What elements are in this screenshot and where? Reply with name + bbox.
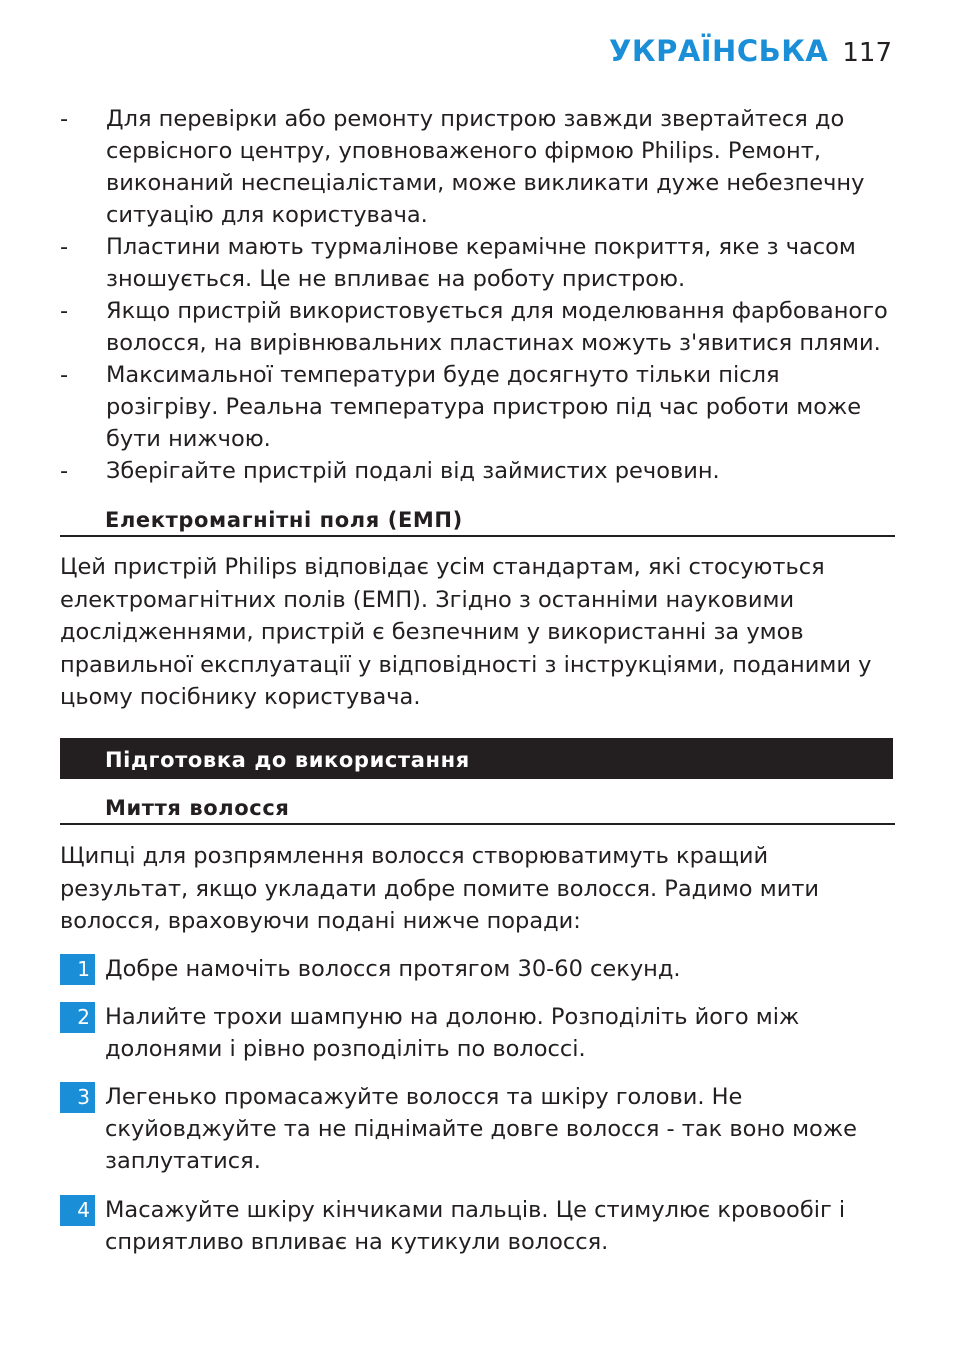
step-text: Налийте трохи шампуню на долоню. Розподіліть його між долонями і рівно розподіліть по волоссі.: [105, 1004, 800, 1062]
step-number-badge: 4: [60, 1195, 95, 1226]
list-item: [58, 103, 898, 231]
emf-heading: [60, 505, 895, 537]
bullet-dash: -: [60, 298, 69, 324]
list-item-text: Пластини мають турмалінове керамічне покриття, яке з часом зношується. Це не впливає на роботу пристрою.: [106, 234, 856, 292]
warning-list: [58, 103, 898, 487]
list-item-text: Зберігайте пристрій подалі від займистих речовин.: [106, 458, 720, 484]
section-title-bar: [60, 738, 893, 779]
step-text: Легенько промасажуйте волосся та шкіру голови. Не скуйовджуйте та не піднімайте довге волосся - так воно може заплутатися.: [105, 1084, 857, 1174]
step-4: [60, 1195, 900, 1258]
bullet-dash: -: [60, 234, 69, 260]
list-item-text: Якщо пристрій використовується для моделювання фарбованого волосся, на вирівнювальних пластинах можуть з'явитися плями.: [106, 298, 888, 356]
step-text: Добре намочіть волосся протягом 30-60 секунд.: [105, 956, 681, 982]
list-item: [58, 231, 898, 295]
language-title: УКРАЇНСЬКА: [609, 34, 829, 68]
bullet-dash: -: [60, 106, 69, 132]
page-header: [609, 34, 892, 68]
section-title: Підготовка до використання: [105, 748, 470, 772]
washing-heading: [60, 793, 895, 825]
step-text: Масажуйте шкіру кінчиками пальців. Це стимулює кровообіг і сприятливо впливає на кутикули волосся.: [105, 1197, 846, 1255]
step-2: [60, 1002, 900, 1065]
step-number-badge: 1: [60, 954, 95, 985]
washing-intro: Щипці для розпрямлення волосся створюватимуть кращий результат, якщо укладати добре помите волосся. Радимо мити волосся, враховуючи подані нижче поради:: [60, 843, 820, 934]
bullet-dash: -: [60, 362, 69, 388]
list-item: [58, 359, 898, 455]
page-number: 117: [842, 38, 892, 68]
washing-heading-text: Миття волосся: [105, 796, 290, 820]
step-number-badge: 2: [60, 1002, 95, 1033]
list-item-text: Для перевірки або ремонту пристрою завжди звертайтеся до сервісного центру, уповноваженого фірмою Philips. Ремонт, виконаний неспеціалістами, може викликати дуже небезпечну ситуацію для користувача.: [106, 106, 865, 228]
step-number-badge: 3: [60, 1082, 95, 1113]
step-3: [60, 1082, 900, 1177]
step-1: [60, 954, 900, 985]
emf-paragraph: Цей пристрій Philips відповідає усім стандартам, які стосуються електромагнітних полів (ЕМП). Згідно з останніми науковими дослідженнями, пристрій є безпечним у використанні за умов правильної експлуатації у відповідності з інструкціями, поданими у цьому посібнику користувача.: [60, 554, 872, 710]
list-item: [58, 295, 898, 359]
emf-heading-text: Електромагнітні поля (ЕМП): [105, 508, 463, 532]
list-item-text: Максимальної температури буде досягнуто тільки після розігріву. Реальна температура пристрою під час роботи може бути нижчою.: [106, 362, 862, 452]
bullet-dash: -: [60, 458, 69, 484]
list-item: [58, 455, 898, 487]
